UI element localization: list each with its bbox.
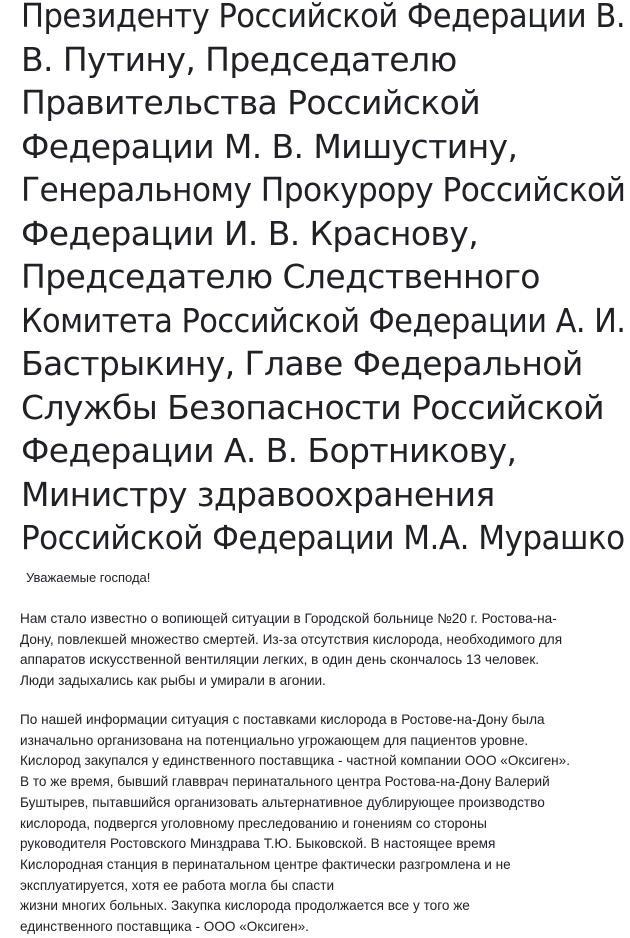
paragraph-line: Буштырев, пытавшийся организовать альтернативное дублирующее производство [20,794,545,810]
addressee-line: Службы Безопасности Российской [21,387,604,427]
paragraph-line: кислорода, подвергся уголовному преследованию и гонениям со стороны [20,815,487,831]
paragraph-line: жизни многих больных. Закупка кислорода продолжается все у того же [20,898,470,914]
paragraph-line: Дону, повлекшей множество смертей. Из-за отсутствия кислорода, необходимого для [20,631,563,647]
paragraph-line: единственного поставщика - ООО «Оксиген». [20,919,309,935]
paragraph-line: Кислородная станция в перинатальном центре фактически разгромлена и не [20,856,511,872]
addressee-line: Министру здравоохранения [21,474,495,514]
addressee-line: Правительства Российской [21,83,481,122]
greeting: Уважаемые господа! [26,570,151,585]
addressee-line: Федерации М. В. Мишустину, [21,126,518,166]
paragraph-line: изначально организована на потенциально угрожающем для пациентов уровне. [20,732,529,748]
paragraph-supply [20,710,624,938]
paragraph-line: Кислород закупался у единственного поставщика - частной компании ООО «Оксиген». [20,753,570,769]
addressee-line: Федерации А. В. Бортникову, [21,431,517,470]
addressee-line: Федерации И. В. Краснову, [21,213,479,253]
paragraph-line: руководителя Ростовского Минздрава Т.Ю. Быковской. В настоящее время [20,836,496,852]
addressee-line: Комитета Российской Федерации А. И. [21,300,626,340]
addressee-line: Российской Федерации М.А. Мурашко [21,518,625,557]
paragraph-line: Нам стало известно о вопиющей ситуации в Городской больнице №20 г. Ростова-на- [20,611,557,626]
paragraph-line: По нашей информации ситуация с поставками кислорода в Ростове-на-Дону была [20,712,545,727]
addressee-line: Президенту Российской Федерации В. [21,0,626,35]
paragraph-line: В то же время, бывший главврач перинатального центра Ростова-на-Дону Валерий [20,774,550,790]
paragraph-line: эксплуатируется, хотя ее работа могла бы спасти [20,877,335,893]
addressee-heading [21,0,626,560]
addressee-line: Генеральному Прокурору Российской [21,170,626,209]
addressee-line: Бастрыкину, Главе Федеральной [21,344,583,383]
paragraph-line: Люди задыхались как рыбы и умирали в агонии. [20,673,326,689]
paragraph-situation [20,609,624,692]
addressee-line: Председателю Следственного [21,257,540,296]
paragraph-line: аппаратов искусственной вентиляции легких, в один день скончалось 13 человек. [20,652,540,668]
addressee-line: В. Путину, Председателю [21,39,457,79]
